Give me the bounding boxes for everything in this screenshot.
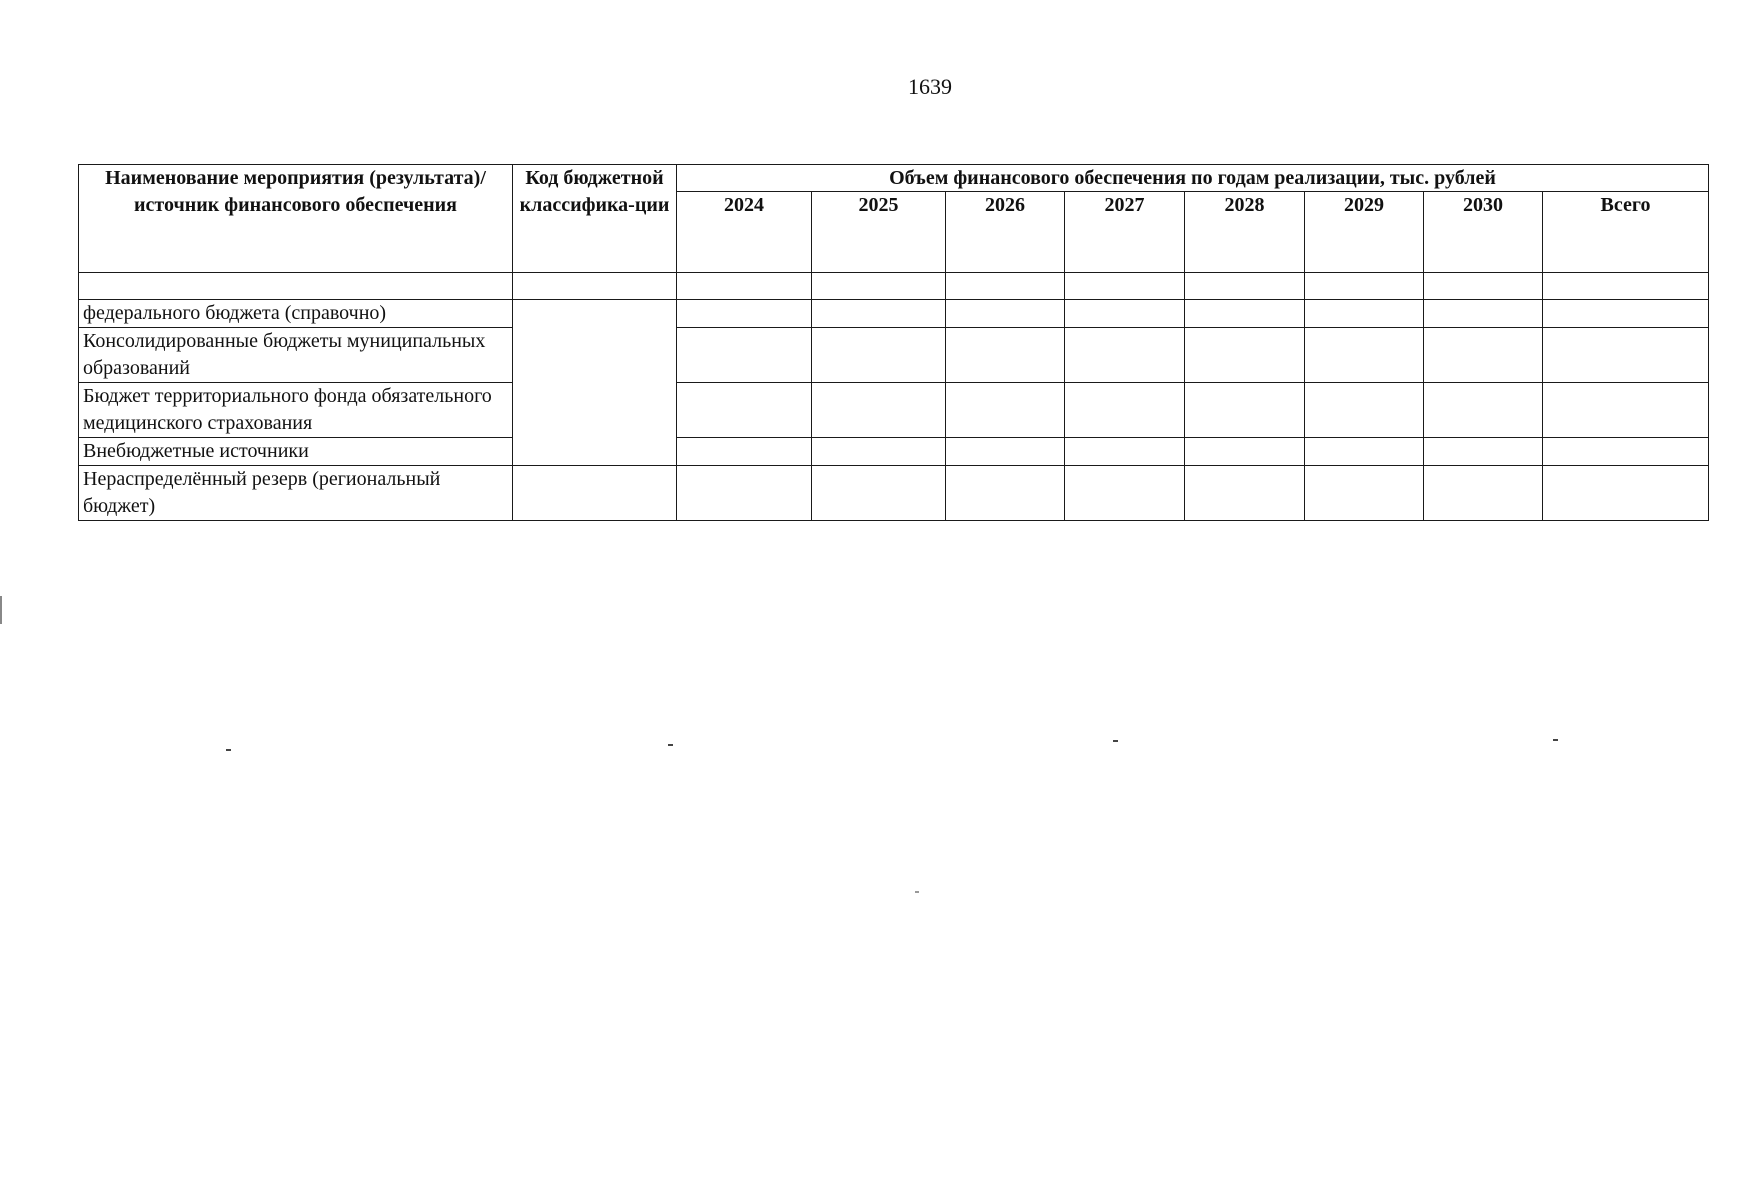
value-cell [946,466,1065,521]
header-year-2029: 2029 [1305,192,1424,273]
value-cell [1543,438,1709,466]
column-number [946,273,1065,300]
budget-code-cell [513,300,677,466]
value-cell [677,438,812,466]
value-cell [1185,383,1305,438]
value-cell [812,438,946,466]
value-cell [1185,300,1305,328]
table-row [79,438,1709,466]
value-cell [1185,328,1305,383]
budget-code-cell [513,466,677,521]
value-cell [812,466,946,521]
header-name-column: Наименование мероприятия (результата)/ источник финансового обеспечения [79,165,513,273]
value-cell [1065,328,1185,383]
value-cell [946,383,1065,438]
source-name: Нераспределённый резерв (региональный бюджет) [79,466,513,521]
header-year-2025: 2025 [812,192,946,273]
scan-mark [1553,739,1558,741]
scan-mark [915,891,919,893]
value-cell [1065,300,1185,328]
value-cell [677,383,812,438]
value-cell [1305,438,1424,466]
header-year-2030: 2030 [1424,192,1543,273]
header-code-column: Код бюджетной классифика-ции [513,165,677,273]
value-cell [1185,466,1305,521]
value-cell [1424,438,1543,466]
value-cell [1065,466,1185,521]
value-cell [677,300,812,328]
scan-mark [1113,740,1118,742]
value-cell [812,328,946,383]
column-number [1424,273,1543,300]
column-number [79,273,513,300]
financing-table [78,164,1709,521]
value-cell [1305,466,1424,521]
scan-mark [668,744,673,746]
value-cell [1424,383,1543,438]
column-number [1305,273,1424,300]
value-cell [1543,383,1709,438]
table-row [79,328,1709,383]
table-row [79,466,1709,521]
value-cell [1185,438,1305,466]
table-row [79,300,1709,328]
value-cell [1305,300,1424,328]
scan-mark [226,749,231,751]
value-cell [812,383,946,438]
header-total: Всего [1543,192,1709,273]
header-year-2027: 2027 [1065,192,1185,273]
source-name: Бюджет территориального фонда обязательного медицинского страхования [79,383,513,438]
column-number [1185,273,1305,300]
value-cell [1424,328,1543,383]
column-number [677,273,812,300]
source-name: федерального бюджета (справочно) [79,300,513,328]
header-year-2028: 2028 [1185,192,1305,273]
page-number: 1639 [908,74,952,99]
table-row [79,383,1709,438]
source-name: Внебюджетные источники [79,438,513,466]
value-cell [1424,300,1543,328]
value-cell [677,328,812,383]
column-number [1065,273,1185,300]
value-cell [1305,328,1424,383]
value-cell [1424,466,1543,521]
value-cell [1543,328,1709,383]
column-number [812,273,946,300]
scan-edge-mark [0,596,2,624]
value-cell [946,438,1065,466]
value-cell [946,328,1065,383]
value-cell [812,300,946,328]
source-name: Консолидированные бюджеты муниципальных образований [79,328,513,383]
value-cell [677,466,812,521]
value-cell [1543,466,1709,521]
column-numbers-row [79,273,1709,300]
value-cell [1065,438,1185,466]
value-cell [1543,300,1709,328]
column-number [513,273,677,300]
value-cell [946,300,1065,328]
value-cell [1065,383,1185,438]
header-funding-group: Объем финансового обеспечения по годам реализации, тыс. рублей [677,165,1709,192]
column-number [1543,273,1709,300]
header-year-2024: 2024 [677,192,812,273]
value-cell [1305,383,1424,438]
header-year-2026: 2026 [946,192,1065,273]
